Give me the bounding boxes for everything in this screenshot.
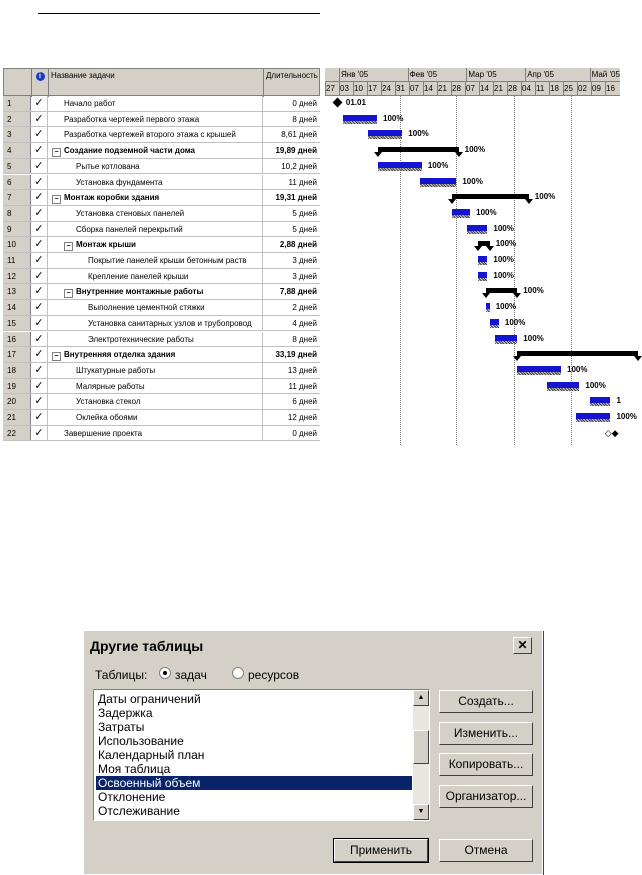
other-tables-dialog	[83, 630, 543, 875]
table-header	[3, 68, 320, 96]
row-number[interactable]: 7	[3, 190, 31, 205]
week-separator	[535, 82, 536, 96]
week-separator	[353, 82, 354, 96]
row-number[interactable]: 18	[3, 363, 31, 378]
summary-bar[interactable]	[378, 147, 459, 152]
percent-complete-label: 100%	[493, 270, 514, 280]
check-icon: ✓	[31, 143, 48, 158]
task-name: Разработка чертежей второго этажа с крышей	[64, 130, 236, 140]
task-bar[interactable]	[420, 178, 457, 184]
task-name-cell[interactable]	[48, 363, 263, 378]
copy-button[interactable]: Копировать...	[439, 753, 533, 776]
gantt-chart	[325, 68, 637, 445]
edit-button[interactable]: Изменить...	[439, 722, 533, 745]
duration-cell[interactable]: 5 дней	[292, 224, 317, 234]
duration-cell[interactable]: 11 дней	[288, 381, 317, 391]
table-row[interactable]	[3, 237, 320, 253]
week-tick-label: 09	[592, 84, 601, 93]
gantt-week-scale	[325, 82, 620, 96]
task-bar[interactable]	[517, 366, 561, 372]
task-name: Начало работ	[64, 99, 116, 108]
table-row[interactable]	[3, 426, 320, 442]
check-icon: ✓	[31, 410, 48, 425]
week-separator	[577, 82, 578, 96]
task-name-cell[interactable]	[48, 206, 263, 221]
week-tick-label: 28	[452, 84, 461, 93]
gantt-gridline	[514, 96, 515, 445]
task-name: Создание подземной части дома	[64, 146, 195, 156]
duration-cell[interactable]: 13 дней	[287, 365, 317, 375]
duration-cell[interactable]: 19,31 дней	[275, 193, 317, 203]
week-separator	[395, 82, 396, 96]
table-row[interactable]	[3, 190, 320, 206]
row-number[interactable]: 9	[3, 222, 31, 237]
cancel-button[interactable]: Отмена	[439, 839, 533, 862]
row-number[interactable]: 3	[3, 127, 31, 142]
check-icon: ✓	[31, 159, 48, 174]
duration-cell[interactable]: 4 дней	[292, 318, 317, 328]
week-separator	[381, 82, 382, 96]
week-separator	[409, 82, 410, 96]
arrow-up-icon: ▲	[417, 694, 425, 701]
task-name: Монтаж крыши	[76, 240, 136, 250]
task-bar[interactable]	[490, 319, 499, 325]
week-tick-label: 16	[606, 84, 615, 93]
task-bar[interactable]	[452, 209, 470, 215]
task-name-cell[interactable]	[48, 300, 263, 315]
list-item[interactable]: Отслеживание	[98, 804, 180, 818]
table-row[interactable]	[3, 363, 320, 379]
task-name: Монтаж коробки здания	[64, 193, 160, 203]
duration-cell[interactable]: 10,2 дней	[281, 161, 317, 171]
list-item[interactable]: Использование	[98, 734, 184, 748]
duration-cell[interactable]: 2,88 дней	[279, 240, 317, 250]
task-name: Завершение проекта	[64, 428, 143, 438]
duration-cell[interactable]: 2 дней	[292, 303, 317, 313]
task-name: Малярные работы	[76, 381, 145, 391]
task-name-cell[interactable]	[48, 284, 263, 299]
task-bar[interactable]	[547, 382, 579, 388]
table-row[interactable]	[3, 96, 320, 112]
radio-tasks-label[interactable]: задач	[175, 668, 207, 682]
task-bar[interactable]	[590, 397, 611, 403]
month-label: Май '05	[591, 70, 620, 79]
milestone-date-label: 01.01	[345, 98, 366, 107]
check-icon: ✓	[31, 253, 48, 268]
week-tick-label: 21	[438, 84, 447, 93]
week-separator	[437, 82, 438, 96]
table-row[interactable]	[3, 410, 320, 426]
duration-cell[interactable]: 8,61 дней	[281, 130, 317, 140]
check-icon: ✓	[31, 206, 48, 221]
percent-complete-label: 100%	[534, 192, 556, 202]
row-number[interactable]: 19	[3, 379, 31, 394]
organizer-button[interactable]: Организатор...	[439, 785, 533, 808]
task-name: Выполнение цементной стяжки	[88, 303, 205, 313]
percent-complete-label: 100%	[495, 239, 517, 249]
percent-complete-label: 100%	[504, 317, 526, 327]
row-number[interactable]: 8	[3, 206, 31, 221]
percent-complete-label: 100%	[523, 333, 544, 343]
collapse-toggle-icon[interactable]: −	[52, 195, 61, 204]
check-icon: ✓	[31, 363, 48, 378]
duration-cell[interactable]: 5 дней	[292, 208, 317, 218]
task-name: Внутренние монтажные работы	[76, 287, 204, 297]
week-separator	[521, 82, 522, 96]
summary-bar[interactable]	[517, 351, 638, 356]
percent-complete-label: 100%	[523, 286, 544, 296]
duration-cell[interactable]: 6 дней	[292, 397, 317, 407]
check-icon: ✓	[31, 222, 48, 237]
list-item[interactable]: Затраты	[98, 720, 145, 734]
task-name-cell[interactable]	[48, 410, 263, 425]
month-separator	[408, 68, 409, 82]
tables-label: Таблицы:	[95, 668, 148, 682]
table-row[interactable]	[3, 300, 320, 316]
listbox-scrollbar[interactable]	[413, 690, 429, 820]
finish-milestone-icon[interactable]: ◇◆	[604, 427, 619, 438]
radio-resources[interactable]	[232, 667, 244, 679]
tables-listbox[interactable]	[93, 689, 430, 821]
task-name-cell[interactable]	[48, 394, 263, 409]
task-name: Электротехнические работы	[88, 334, 194, 344]
create-button[interactable]: Создать...	[439, 690, 533, 713]
week-separator	[563, 82, 564, 96]
duration-cell[interactable]: 3 дней	[292, 256, 317, 265]
week-tick-label: 04	[522, 84, 531, 93]
row-number[interactable]: 2	[3, 112, 31, 127]
row-number[interactable]: 6	[3, 175, 31, 190]
percent-complete-label: 100%	[383, 113, 404, 123]
collapse-toggle-icon[interactable]: −	[64, 289, 73, 298]
list-item[interactable]: Отклонение	[98, 790, 166, 804]
check-icon: ✓	[31, 394, 48, 409]
row-number[interactable]: 17	[3, 347, 31, 362]
table-row[interactable]	[3, 112, 320, 128]
month-label: Апр '05	[527, 70, 554, 79]
header-task-name[interactable]: Название задачи	[49, 69, 264, 97]
table-row[interactable]	[3, 394, 320, 410]
table-row[interactable]	[3, 379, 320, 395]
close-icon: ✕	[517, 638, 528, 652]
row-number[interactable]: 13	[3, 284, 31, 299]
task-name: Установка фундамента	[76, 177, 163, 187]
task-name: Внутренняя отделка здания	[64, 350, 176, 360]
task-bar[interactable]	[478, 272, 487, 278]
week-separator	[549, 82, 550, 96]
week-tick-label: 07	[410, 84, 419, 93]
month-separator	[339, 68, 340, 82]
task-name-cell[interactable]	[48, 175, 263, 190]
dialog-title: Другие таблицы	[90, 638, 204, 654]
check-icon: ✓	[31, 316, 48, 331]
list-item[interactable]: Моя таблица	[98, 762, 171, 776]
task-bar[interactable]	[486, 303, 489, 309]
apply-button[interactable]: Применить	[334, 839, 428, 862]
collapse-toggle-icon[interactable]: −	[64, 242, 73, 251]
task-name-cell[interactable]	[48, 237, 263, 252]
task-name-cell[interactable]	[48, 143, 263, 158]
duration-cell[interactable]: 0 дней	[292, 428, 317, 438]
week-separator	[479, 82, 480, 96]
week-separator	[451, 82, 452, 96]
week-separator	[465, 82, 466, 96]
week-separator	[605, 82, 606, 96]
row-number[interactable]: 15	[3, 316, 31, 331]
week-separator	[591, 82, 592, 96]
week-tick-label: 24	[382, 84, 391, 93]
task-bar[interactable]	[478, 256, 487, 262]
task-name: Установка стеновых панелей	[76, 208, 185, 218]
row-number[interactable]: 14	[3, 300, 31, 315]
duration-cell[interactable]: 7,88 дней	[279, 287, 317, 297]
task-bar[interactable]	[576, 413, 611, 419]
task-name-cell[interactable]	[48, 347, 263, 362]
week-tick-label: 03	[340, 84, 349, 93]
week-tick-label: 31	[396, 84, 405, 93]
week-separator	[493, 82, 494, 96]
task-name: Разработка чертежей первого этажа	[64, 114, 200, 124]
week-separator	[367, 82, 368, 96]
task-name-cell[interactable]	[48, 190, 263, 205]
week-tick-label: 02	[578, 84, 587, 93]
month-separator	[466, 68, 467, 82]
duration-cell[interactable]: 3 дней	[292, 271, 317, 281]
table-row[interactable]	[3, 175, 320, 191]
percent-complete-label: 100%	[476, 207, 497, 217]
task-name-cell[interactable]	[48, 316, 263, 331]
milestone-marker[interactable]	[332, 98, 342, 108]
week-separator	[507, 82, 508, 96]
percent-complete-label: 100%	[567, 364, 588, 374]
gantt-month-scale	[325, 68, 620, 82]
duration-cell[interactable]: 33,19 дней	[275, 350, 317, 360]
percent-complete-label: 1	[616, 396, 621, 406]
table-row[interactable]	[3, 206, 320, 222]
task-name-cell[interactable]	[48, 269, 263, 284]
check-icon: ✓	[31, 96, 48, 111]
duration-cell[interactable]: 0 дней	[292, 99, 317, 108]
row-number[interactable]: 21	[3, 410, 31, 425]
task-name: Покрытие панелей крыши бетонным раств	[88, 256, 247, 265]
task-name-cell[interactable]	[48, 159, 263, 174]
week-separator	[423, 82, 424, 96]
task-name: Установка стекол	[76, 397, 141, 407]
month-label: Фев '05	[409, 70, 438, 79]
week-tick-label: 11	[536, 84, 545, 93]
table-row[interactable]	[3, 253, 320, 269]
check-icon: ✓	[31, 127, 48, 142]
check-icon: ✓	[31, 190, 48, 205]
task-name: Сборка панелей перекрытий	[76, 224, 183, 234]
close-button[interactable]	[513, 637, 532, 654]
table-row[interactable]	[3, 347, 320, 363]
check-icon: ✓	[31, 175, 48, 190]
week-separator	[339, 82, 340, 96]
task-name-cell[interactable]	[48, 96, 263, 111]
percent-complete-label: 100%	[493, 223, 514, 233]
list-item[interactable]: Даты ограничений	[98, 692, 201, 706]
check-icon: ✓	[31, 332, 48, 347]
collapse-toggle-icon[interactable]: −	[52, 352, 61, 361]
month-separator	[525, 68, 526, 82]
percent-complete-label: 100%	[464, 145, 486, 155]
scroll-thumb[interactable]	[413, 730, 429, 764]
week-tick-label: 27	[326, 84, 335, 93]
gantt-body	[325, 96, 637, 445]
task-name-cell[interactable]	[48, 426, 263, 441]
percent-complete-label: 100%	[616, 412, 637, 421]
check-icon: ✓	[31, 269, 48, 284]
task-bar[interactable]	[467, 225, 488, 231]
task-name: Оклейка обоями	[76, 413, 138, 422]
row-number[interactable]: 1	[3, 96, 31, 111]
week-tick-label: 10	[354, 84, 363, 93]
row-number[interactable]: 20	[3, 394, 31, 409]
percent-complete-label: 100%	[493, 255, 514, 264]
check-icon: ✓	[31, 300, 48, 315]
list-item[interactable]: Задержка	[98, 706, 153, 720]
task-bar[interactable]	[343, 115, 378, 121]
task-bar[interactable]	[495, 335, 517, 341]
table-row[interactable]	[3, 316, 320, 332]
summary-bar[interactable]	[486, 288, 517, 293]
percent-complete-label: 100%	[462, 176, 483, 186]
duration-cell[interactable]: 8 дней	[292, 334, 317, 344]
percent-complete-label: 100%	[408, 129, 429, 139]
row-number[interactable]: 16	[3, 332, 31, 347]
week-tick-label: 14	[480, 84, 489, 93]
task-name-cell[interactable]	[48, 332, 263, 347]
top-rule	[38, 13, 320, 14]
duration-cell[interactable]: 12 дней	[287, 413, 317, 422]
task-bar[interactable]	[368, 130, 403, 136]
week-tick-label: 17	[368, 84, 377, 93]
duration-cell[interactable]: 19,89 дней	[275, 146, 317, 156]
check-icon: ✓	[31, 112, 48, 127]
task-name: Установка санитарных узлов и трубопровод	[88, 318, 252, 328]
row-number[interactable]: 10	[3, 237, 31, 252]
month-label: Янв '05	[341, 70, 369, 79]
scroll-down-button[interactable]	[413, 804, 429, 820]
task-name-cell[interactable]	[48, 112, 263, 127]
task-table	[3, 68, 320, 445]
radio-tasks[interactable]	[159, 667, 171, 679]
duration-cell[interactable]: 8 дней	[292, 114, 317, 124]
row-number[interactable]: 11	[3, 253, 31, 268]
check-icon: ✓	[31, 284, 48, 299]
summary-bar[interactable]	[452, 194, 529, 199]
list-item[interactable]: Календарный план	[98, 748, 205, 762]
row-number[interactable]: 5	[3, 159, 31, 174]
week-tick-label: 28	[508, 84, 517, 93]
check-icon: ✓	[31, 347, 48, 362]
duration-cell[interactable]: 11 дней	[288, 177, 317, 187]
table-row[interactable]	[3, 222, 320, 238]
week-tick-label: 21	[494, 84, 503, 93]
collapse-toggle-icon[interactable]: −	[52, 148, 61, 157]
row-number[interactable]: 4	[3, 143, 31, 158]
list-item[interactable]: Освоенный объем	[96, 776, 412, 790]
task-bar[interactable]	[378, 162, 422, 168]
percent-complete-label: 100%	[427, 160, 449, 170]
table-row[interactable]	[3, 332, 320, 348]
week-tick-label: 18	[550, 84, 559, 93]
check-icon: ✓	[31, 379, 48, 394]
table-row[interactable]	[3, 159, 320, 175]
radio-resources-label[interactable]: ресурсов	[248, 668, 300, 682]
month-separator	[590, 68, 591, 82]
summary-bar[interactable]	[478, 241, 490, 246]
scroll-up-button[interactable]	[413, 690, 429, 706]
task-name: Рытье котлована	[76, 161, 140, 171]
header-row-number[interactable]	[4, 69, 32, 97]
arrow-down-icon: ▼	[417, 808, 425, 815]
task-name: Крепление панелей крыши	[88, 271, 189, 281]
week-separator	[325, 82, 326, 96]
table-row[interactable]	[3, 269, 320, 285]
task-name-cell[interactable]	[48, 379, 263, 394]
check-icon: ✓	[31, 426, 48, 441]
check-icon: ✓	[31, 237, 48, 252]
week-tick-label: 25	[564, 84, 573, 93]
header-duration[interactable]: Длительность	[266, 71, 318, 80]
task-name-cell[interactable]	[48, 222, 263, 237]
table-row[interactable]	[3, 284, 320, 300]
row-number[interactable]: 12	[3, 269, 31, 284]
task-name-cell[interactable]	[48, 253, 263, 268]
task-name-cell[interactable]	[48, 127, 263, 142]
header-info[interactable]	[32, 69, 49, 97]
week-tick-label: 14	[424, 84, 433, 93]
table-row[interactable]	[3, 143, 320, 159]
row-number[interactable]: 22	[3, 426, 31, 441]
gantt-gridline	[571, 96, 572, 445]
info-icon: i	[36, 72, 45, 81]
table-row[interactable]	[3, 127, 320, 143]
percent-complete-label: 100%	[495, 302, 517, 312]
month-label: Мар '05	[468, 70, 497, 79]
task-name: Штукатурные работы	[76, 365, 156, 375]
percent-complete-label: 100%	[585, 380, 606, 390]
week-tick-label: 07	[466, 84, 475, 93]
